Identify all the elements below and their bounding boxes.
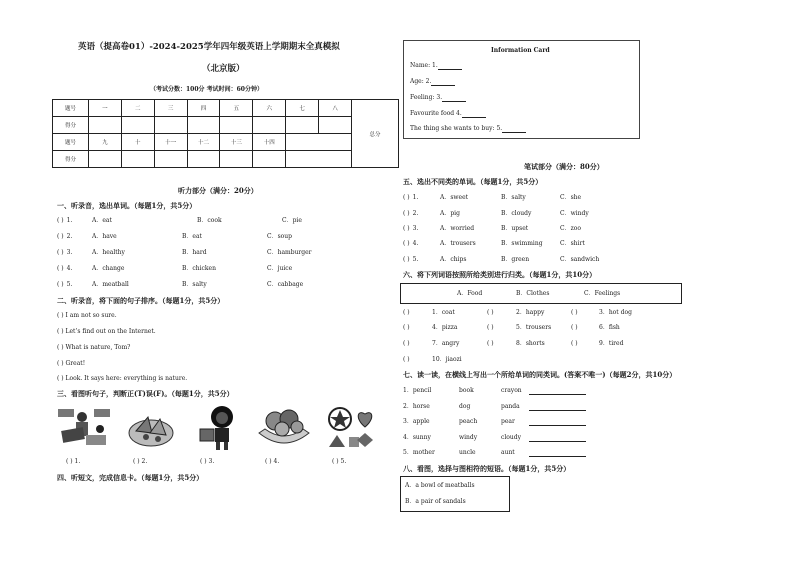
word: dog bbox=[459, 403, 471, 410]
section-7-title: 七、读一读，在横线上写出一个所给单词的同类词。(答案不唯一)（每题2分，共10分） bbox=[403, 370, 677, 379]
score-blank[interactable] bbox=[220, 117, 253, 134]
writing-heading: 笔试部分（满分：80分） bbox=[524, 162, 604, 171]
answer-blank[interactable]: ( ) bbox=[403, 194, 410, 201]
card-line-age bbox=[410, 78, 455, 86]
score-cell: 八 bbox=[319, 100, 352, 117]
answer-line[interactable] bbox=[462, 110, 486, 118]
question-number: 5. bbox=[66, 281, 73, 288]
word: 1．pencil bbox=[403, 387, 432, 394]
answer-blank[interactable]: ( ) 3. bbox=[200, 458, 215, 465]
option-c: C．zoo bbox=[560, 225, 581, 232]
question-number: 2. bbox=[66, 233, 73, 240]
score-blank[interactable] bbox=[187, 117, 220, 134]
information-card-title: Information Card bbox=[491, 47, 550, 54]
option-a: A．healthy bbox=[92, 249, 125, 256]
question-row bbox=[57, 281, 304, 289]
score-row-scores-2 bbox=[53, 151, 399, 168]
question-row bbox=[57, 233, 292, 241]
answer-line[interactable] bbox=[529, 403, 586, 411]
exam-info: （考试分数：100分 考试时间：60分钟） bbox=[150, 86, 263, 93]
score-cell: 十二 bbox=[187, 134, 220, 151]
card-label: Name: 1. bbox=[410, 62, 438, 69]
picture-1-family-cooking-image bbox=[56, 403, 112, 451]
section-5-title: 五、选出不同类的单词。（每题1分，共5分） bbox=[403, 177, 543, 186]
sort-word: 8．shorts bbox=[516, 340, 545, 347]
option-b: B．cook bbox=[197, 217, 222, 224]
option-c: C．shirt bbox=[560, 240, 585, 247]
question-row bbox=[403, 210, 589, 218]
card-label: Age: 2. bbox=[410, 78, 432, 85]
score-cell: 题号 bbox=[53, 134, 89, 151]
answer-blank[interactable]: ( ) bbox=[403, 356, 410, 363]
score-cell: 一 bbox=[88, 100, 121, 117]
card-line-wants bbox=[410, 125, 526, 133]
answer-line[interactable] bbox=[529, 387, 586, 395]
card-label: Feeling: 3. bbox=[410, 94, 443, 101]
sort-word: 9．tired bbox=[599, 340, 624, 347]
word: windy bbox=[459, 434, 478, 441]
answer-blank[interactable]: ( ) bbox=[403, 324, 410, 331]
sort-word: 3．hot dog bbox=[599, 309, 632, 316]
section-4-title: 四、听短文，完成信息卡。（每题1分，共5分） bbox=[57, 473, 204, 482]
sort-word: 2．happy bbox=[516, 309, 545, 316]
option-a: A．meatball bbox=[92, 281, 129, 288]
section-3-title: 三、看图听句子，判断正(T)误(F)。（每题1分，共5分） bbox=[57, 389, 234, 398]
option-a: A．have bbox=[92, 233, 117, 240]
score-blank[interactable] bbox=[154, 117, 187, 134]
question-row bbox=[403, 256, 600, 264]
answer-blank[interactable]: ( ) bbox=[57, 233, 64, 240]
answer-blank[interactable]: ( ) bbox=[403, 256, 410, 263]
score-blank bbox=[286, 134, 352, 151]
answer-blank[interactable]: ( ) bbox=[57, 249, 64, 256]
answer-blank[interactable]: ( ) bbox=[487, 340, 494, 347]
sentence-row bbox=[57, 344, 130, 352]
score-blank[interactable] bbox=[319, 117, 352, 134]
word: panda bbox=[501, 403, 520, 410]
sentence-text: Let’s find out on the Internet. bbox=[65, 328, 156, 335]
sentence-row bbox=[57, 360, 85, 368]
card-line-feeling bbox=[410, 94, 466, 102]
answer-blank[interactable]: ( ) bbox=[487, 309, 494, 316]
word: 5．mother bbox=[403, 449, 435, 456]
question-number: 3. bbox=[66, 249, 73, 256]
word-row bbox=[403, 449, 515, 457]
sentence-text: Great! bbox=[65, 360, 86, 367]
option-b: B．hard bbox=[182, 249, 207, 256]
answer-line[interactable] bbox=[529, 434, 586, 442]
option-a: A．eat bbox=[92, 217, 112, 224]
phrase-option-b: B．a pair of sandals bbox=[405, 498, 466, 505]
exam-title: 英语（提高卷01）-2024-2025学年四年级英语上学期期末全真模拟 bbox=[78, 42, 340, 52]
score-cell: 六 bbox=[253, 100, 286, 117]
answer-blank[interactable]: ( ) bbox=[403, 309, 410, 316]
sort-word: 10．jiaozi bbox=[432, 356, 462, 363]
sentence-row bbox=[57, 312, 117, 320]
answer-blank[interactable]: ( ) bbox=[487, 324, 494, 331]
score-cell: 七 bbox=[286, 100, 319, 117]
word: aunt bbox=[501, 449, 515, 456]
option-a: A．chips bbox=[440, 256, 467, 263]
answer-line[interactable] bbox=[442, 94, 466, 102]
word: book bbox=[459, 387, 474, 394]
sentence-text: Look. It says here: everything is nature. bbox=[65, 375, 188, 382]
question-row bbox=[57, 265, 293, 273]
score-total-label: 总分 bbox=[352, 100, 399, 168]
score-cell: 题号 bbox=[53, 100, 89, 117]
card-line-name bbox=[410, 62, 462, 70]
score-blank bbox=[286, 151, 352, 168]
option-a: A．pig bbox=[440, 210, 460, 217]
option-b: B．upset bbox=[501, 225, 529, 232]
option-a: A．sweet bbox=[440, 194, 469, 201]
score-cell: 十一 bbox=[154, 134, 187, 151]
score-cell: 十四 bbox=[253, 134, 286, 151]
sort-word: 4．pizza bbox=[432, 324, 458, 331]
answer-blank[interactable]: ( ) bbox=[571, 340, 578, 347]
answer-line[interactable] bbox=[529, 418, 586, 426]
answer-blank[interactable]: ( ) bbox=[57, 360, 64, 367]
answer-line[interactable] bbox=[529, 449, 586, 457]
option-b: B．eat bbox=[182, 233, 202, 240]
answer-blank[interactable]: ( ) 1. bbox=[66, 458, 81, 465]
answer-blank[interactable]: ( ) bbox=[57, 312, 64, 319]
answer-blank[interactable]: ( ) 2. bbox=[133, 458, 148, 465]
score-blank[interactable] bbox=[286, 117, 319, 134]
word: 2．horse bbox=[403, 403, 430, 410]
sort-row bbox=[403, 340, 624, 348]
answer-blank[interactable]: ( ) bbox=[57, 344, 64, 351]
option-c: C．windy bbox=[560, 210, 589, 217]
word: pear bbox=[501, 418, 515, 425]
answer-blank[interactable]: ( ) bbox=[57, 375, 64, 382]
option-b: B．salty bbox=[501, 194, 526, 201]
answer-blank[interactable]: ( ) bbox=[57, 265, 64, 272]
score-blank[interactable] bbox=[121, 117, 154, 134]
sentence-row bbox=[57, 328, 156, 336]
score-row-question-numbers bbox=[53, 100, 399, 117]
picture-5-shapes-image bbox=[325, 405, 379, 451]
sort-word: 6．fish bbox=[599, 324, 620, 331]
word: 3．apple bbox=[403, 418, 430, 425]
section-2-title: 二、听录音，将下面的句子排序。（每题1分，共5分） bbox=[57, 296, 225, 305]
answer-blank[interactable]: ( ) bbox=[571, 324, 578, 331]
question-number: 3. bbox=[412, 225, 419, 232]
option-c: C．hamburger bbox=[267, 249, 312, 256]
word: cloudy bbox=[501, 434, 521, 441]
option-b: B．cloudy bbox=[501, 210, 532, 217]
word: peach bbox=[459, 418, 478, 425]
sort-word: 1．coat bbox=[432, 309, 455, 316]
picture-2-pizza-image bbox=[126, 409, 176, 449]
question-row bbox=[403, 225, 581, 233]
score-cell: 二 bbox=[121, 100, 154, 117]
answer-line[interactable] bbox=[438, 62, 462, 70]
score-row-question-numbers-2 bbox=[53, 134, 399, 151]
score-cell: 九 bbox=[88, 134, 121, 151]
answer-blank[interactable]: ( ) bbox=[403, 340, 410, 347]
question-row bbox=[403, 240, 585, 248]
option-c: C．cabbage bbox=[267, 281, 304, 288]
option-c: C．she bbox=[560, 194, 582, 201]
exam-edition: （北京版） bbox=[202, 64, 245, 74]
score-cell: 四 bbox=[187, 100, 220, 117]
score-blank[interactable] bbox=[88, 151, 121, 168]
option-a: A．trousers bbox=[440, 240, 476, 247]
question-number: 1. bbox=[412, 194, 419, 201]
section-1-title: 一、听录音，选出单词。（每题1分，共5分） bbox=[57, 201, 197, 210]
answer-blank[interactable]: ( ) bbox=[57, 281, 64, 288]
option-b: B．salty bbox=[182, 281, 207, 288]
option-c: C．soup bbox=[267, 233, 292, 240]
section-6-title: 六、将下列词语按照所给类别进行归类。（每题1分，共10分） bbox=[403, 270, 597, 279]
question-number: 4. bbox=[412, 240, 419, 247]
card-label: The thing she wants to buy: 5. bbox=[410, 125, 503, 132]
answer-blank[interactable]: ( ) 4. bbox=[265, 458, 280, 465]
word: 4．sunny bbox=[403, 434, 431, 441]
question-row bbox=[403, 194, 582, 202]
word-row bbox=[403, 418, 515, 426]
score-blank[interactable] bbox=[154, 151, 187, 168]
question-number: 5. bbox=[412, 256, 419, 263]
answer-blank[interactable]: ( ) bbox=[57, 328, 64, 335]
score-cell: 十 bbox=[121, 134, 154, 151]
option-a: A．worried bbox=[440, 225, 475, 232]
option-a: A．change bbox=[92, 265, 125, 272]
picture-3-girl-with-bag-image bbox=[196, 403, 240, 451]
question-number: 4. bbox=[66, 265, 73, 272]
score-blank[interactable] bbox=[253, 151, 286, 168]
score-blank[interactable] bbox=[187, 151, 220, 168]
question-row bbox=[57, 217, 302, 225]
answer-blank[interactable]: ( ) bbox=[403, 225, 410, 232]
score-cell: 五 bbox=[220, 100, 253, 117]
card-label: Favourite food 4. bbox=[410, 110, 462, 117]
answer-blank[interactable]: ( ) bbox=[571, 309, 578, 316]
option-b: B．chicken bbox=[182, 265, 216, 272]
word: crayon bbox=[501, 387, 522, 394]
answer-blank[interactable]: ( ) bbox=[57, 217, 64, 224]
score-blank[interactable] bbox=[220, 151, 253, 168]
word-row bbox=[403, 387, 522, 395]
score-table bbox=[52, 99, 399, 168]
question-row bbox=[57, 249, 312, 257]
sort-row bbox=[403, 309, 632, 317]
score-cell: 三 bbox=[154, 100, 187, 117]
score-blank[interactable] bbox=[88, 117, 121, 134]
answer-blank[interactable]: ( ) bbox=[403, 240, 410, 247]
score-cell: 十三 bbox=[220, 134, 253, 151]
question-number: 1. bbox=[66, 217, 73, 224]
answer-line[interactable] bbox=[502, 125, 526, 133]
picture-4-fruit-plate-image bbox=[255, 403, 313, 451]
listening-heading: 听力部分（满分：20分） bbox=[178, 186, 258, 195]
answer-blank[interactable]: ( ) bbox=[403, 210, 410, 217]
word-row bbox=[403, 434, 521, 442]
sentence-text: I am not so sure. bbox=[65, 312, 117, 319]
answer-line[interactable] bbox=[431, 78, 455, 86]
question-number: 2. bbox=[412, 210, 419, 217]
answer-blank[interactable]: ( ) 5. bbox=[332, 458, 347, 465]
sort-word: 5．trousers bbox=[516, 324, 552, 331]
score-blank[interactable] bbox=[253, 117, 286, 134]
sentence-row bbox=[57, 375, 187, 383]
score-blank[interactable] bbox=[121, 151, 154, 168]
phrase-option-a: A．a bowl of meatballs bbox=[405, 482, 475, 489]
category-feelings: C．Feelings bbox=[584, 290, 621, 297]
word-row bbox=[403, 403, 520, 411]
score-cell: 得分 bbox=[53, 151, 89, 168]
word: uncle bbox=[459, 449, 476, 456]
option-c: C．sandwich bbox=[560, 256, 600, 263]
sentence-text: What is nature, Tom? bbox=[65, 344, 131, 351]
score-row-scores bbox=[53, 117, 399, 134]
category-food: A．Food bbox=[457, 290, 483, 297]
option-b: B．green bbox=[501, 256, 530, 263]
sort-word: 7．angry bbox=[432, 340, 460, 347]
section-8-title: 八、看图，选择与图相符的短语。（每题1分，共5分） bbox=[403, 464, 571, 473]
sort-row bbox=[403, 324, 620, 332]
card-line-food bbox=[410, 110, 486, 118]
category-clothes: B．Clothes bbox=[516, 290, 550, 297]
option-c: C．juice bbox=[267, 265, 293, 272]
option-b: B．swimming bbox=[501, 240, 543, 247]
score-cell: 得分 bbox=[53, 117, 89, 134]
option-c: C．pie bbox=[282, 217, 302, 224]
sort-row bbox=[403, 356, 462, 364]
